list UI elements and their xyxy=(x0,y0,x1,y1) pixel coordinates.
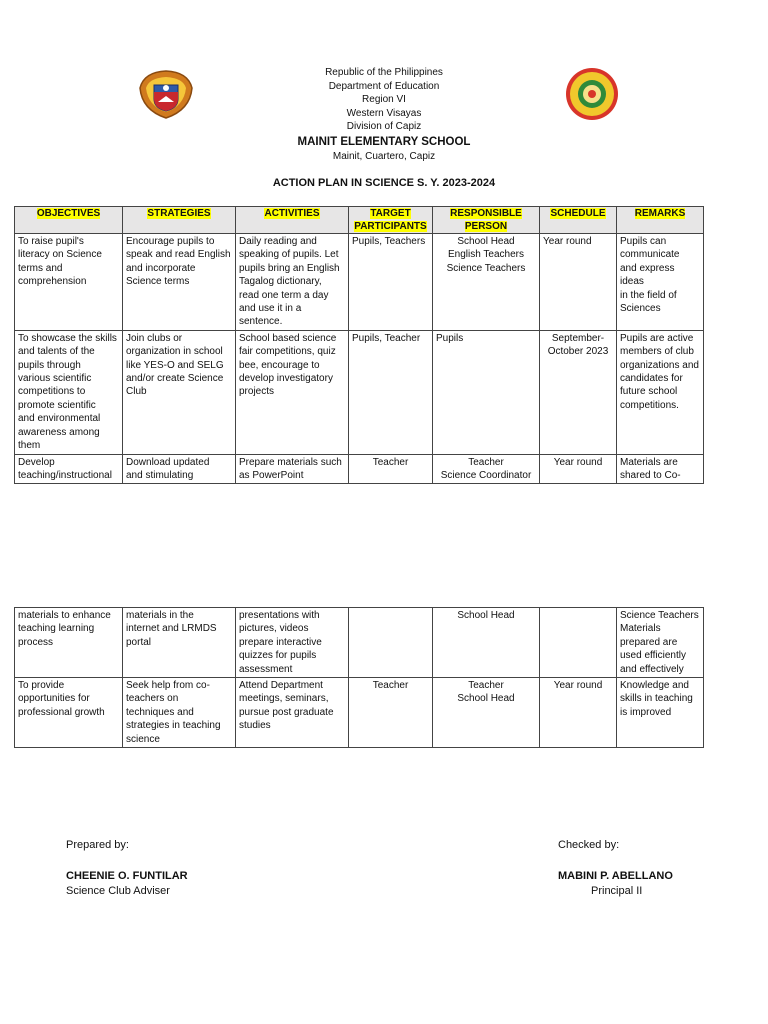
schedule-cell xyxy=(540,608,617,678)
responsible-cell: Pupils xyxy=(433,330,540,454)
table-row xyxy=(15,330,704,454)
target-cell: Teacher xyxy=(349,454,433,484)
prepared-name: CHEENIE O. FUNTILAR xyxy=(66,869,188,882)
target-cell: Pupils, Teachers xyxy=(349,234,433,331)
strategy-cell: materials in the internet and LRMDS portal xyxy=(123,608,236,678)
responsible-cell: Teacher School Head xyxy=(433,678,540,748)
table-row xyxy=(15,678,704,748)
responsible-cell: School Head xyxy=(433,608,540,678)
responsible-cell: Teacher Science Coordinator xyxy=(433,454,540,484)
school-name: MAINIT ELEMENTARY SCHOOL xyxy=(297,135,471,148)
remarks-cell: Science Teachers Materials prepared are used efficiently and effectively xyxy=(617,608,704,678)
strategy-cell: Join clubs or organization in school like YES-O and SELG and/or create Science Club xyxy=(123,330,236,454)
checked-by-block xyxy=(558,838,673,900)
schedule-cell: Year round xyxy=(540,234,617,331)
remarks-cell: Pupils are active members of club organizations and candidates for future school competitions. xyxy=(617,330,704,454)
strategy-cell: Download updated and stimulating xyxy=(123,454,236,484)
activity-cell: Prepare materials such as PowerPoint xyxy=(236,454,349,484)
objective-cell: Develop teaching/instructional xyxy=(15,454,123,484)
strategy-cell: Seek help from co- teachers on techniques and strategies in teaching science xyxy=(123,678,236,748)
objective-cell: To provide opportunities for professional growth xyxy=(15,678,123,748)
target-cell: Teacher xyxy=(349,678,433,748)
remarks-cell: Materials are shared to Co- xyxy=(617,454,704,484)
school-address: Mainit, Cuartero, Capiz xyxy=(332,150,436,162)
country-line: Republic of the Philippines xyxy=(325,67,443,78)
remarks-cell: Pupils can communicate and express ideas in the field of Sciences xyxy=(617,234,704,331)
col-activities: ACTIVITIES xyxy=(236,207,349,234)
col-remarks: REMARKS xyxy=(617,207,704,234)
department-line: Department of Education xyxy=(328,80,440,92)
checked-title: Principal II xyxy=(591,885,643,897)
prepared-by-block xyxy=(66,838,188,900)
responsible-cell: School Head English Teachers Science Teachers xyxy=(433,234,540,331)
objective-cell: materials to enhance teaching learning process xyxy=(15,608,123,678)
col-responsible-person: RESPONSIBLE PERSON xyxy=(433,207,540,234)
plan-title: ACTION PLAN IN SCIENCE S. Y. 2023-2024 xyxy=(272,177,496,189)
checked-label: Checked by: xyxy=(558,839,620,851)
division-line: Division of Capiz xyxy=(346,121,422,132)
prepared-title: Science Club Adviser xyxy=(66,885,170,897)
strategy-cell: Encourage pupils to speak and read English and incorporate Science terms xyxy=(123,234,236,331)
col-objectives: OBJECTIVES xyxy=(15,207,123,234)
activity-cell: Daily reading and speaking of pupils. Let pupils bring an English Tagalog dictionary, read one term a day and use it in a sentence. xyxy=(236,234,349,331)
letterhead xyxy=(0,66,768,163)
activity-cell: Attend Department meetings, seminars, pursue post graduate studies xyxy=(236,678,349,748)
col-strategies: STRATEGIES xyxy=(123,207,236,234)
checked-name: MABINI P. ABELLANO xyxy=(558,869,673,882)
header-row xyxy=(15,207,704,234)
schedule-cell: September- October 2023 xyxy=(540,330,617,454)
action-plan-table xyxy=(14,206,704,484)
target-cell xyxy=(349,608,433,678)
area-line: Western Visayas xyxy=(346,107,422,119)
objective-cell: To raise pupil's literacy on Science terms and comprehension xyxy=(15,234,123,331)
activity-cell: presentations with pictures, videos prepare interactive quizzes for pupils assessment xyxy=(236,608,349,678)
schedule-cell: Year round xyxy=(540,454,617,484)
region-line: Region VI xyxy=(362,94,406,105)
action-plan-table-continued xyxy=(14,607,704,748)
activity-cell: School based science fair competitions, quiz bee, encourage to develop investigatory projects xyxy=(236,330,349,454)
table-row xyxy=(15,608,704,678)
schedule-cell: Year round xyxy=(540,678,617,748)
prepared-label: Prepared by: xyxy=(66,839,129,851)
target-cell: Pupils, Teacher xyxy=(349,330,433,454)
table-row xyxy=(15,234,704,331)
remarks-cell: Knowledge and skills in teaching is improved xyxy=(617,678,704,748)
table-row xyxy=(15,454,704,484)
col-schedule: SCHEDULE xyxy=(540,207,617,234)
objective-cell: To showcase the skills and talents of the pupils through various scientific competitions to promote scientific and environmental awareness among them xyxy=(15,330,123,454)
col-target-participants: TARGET PARTICIPANTS xyxy=(349,207,433,234)
